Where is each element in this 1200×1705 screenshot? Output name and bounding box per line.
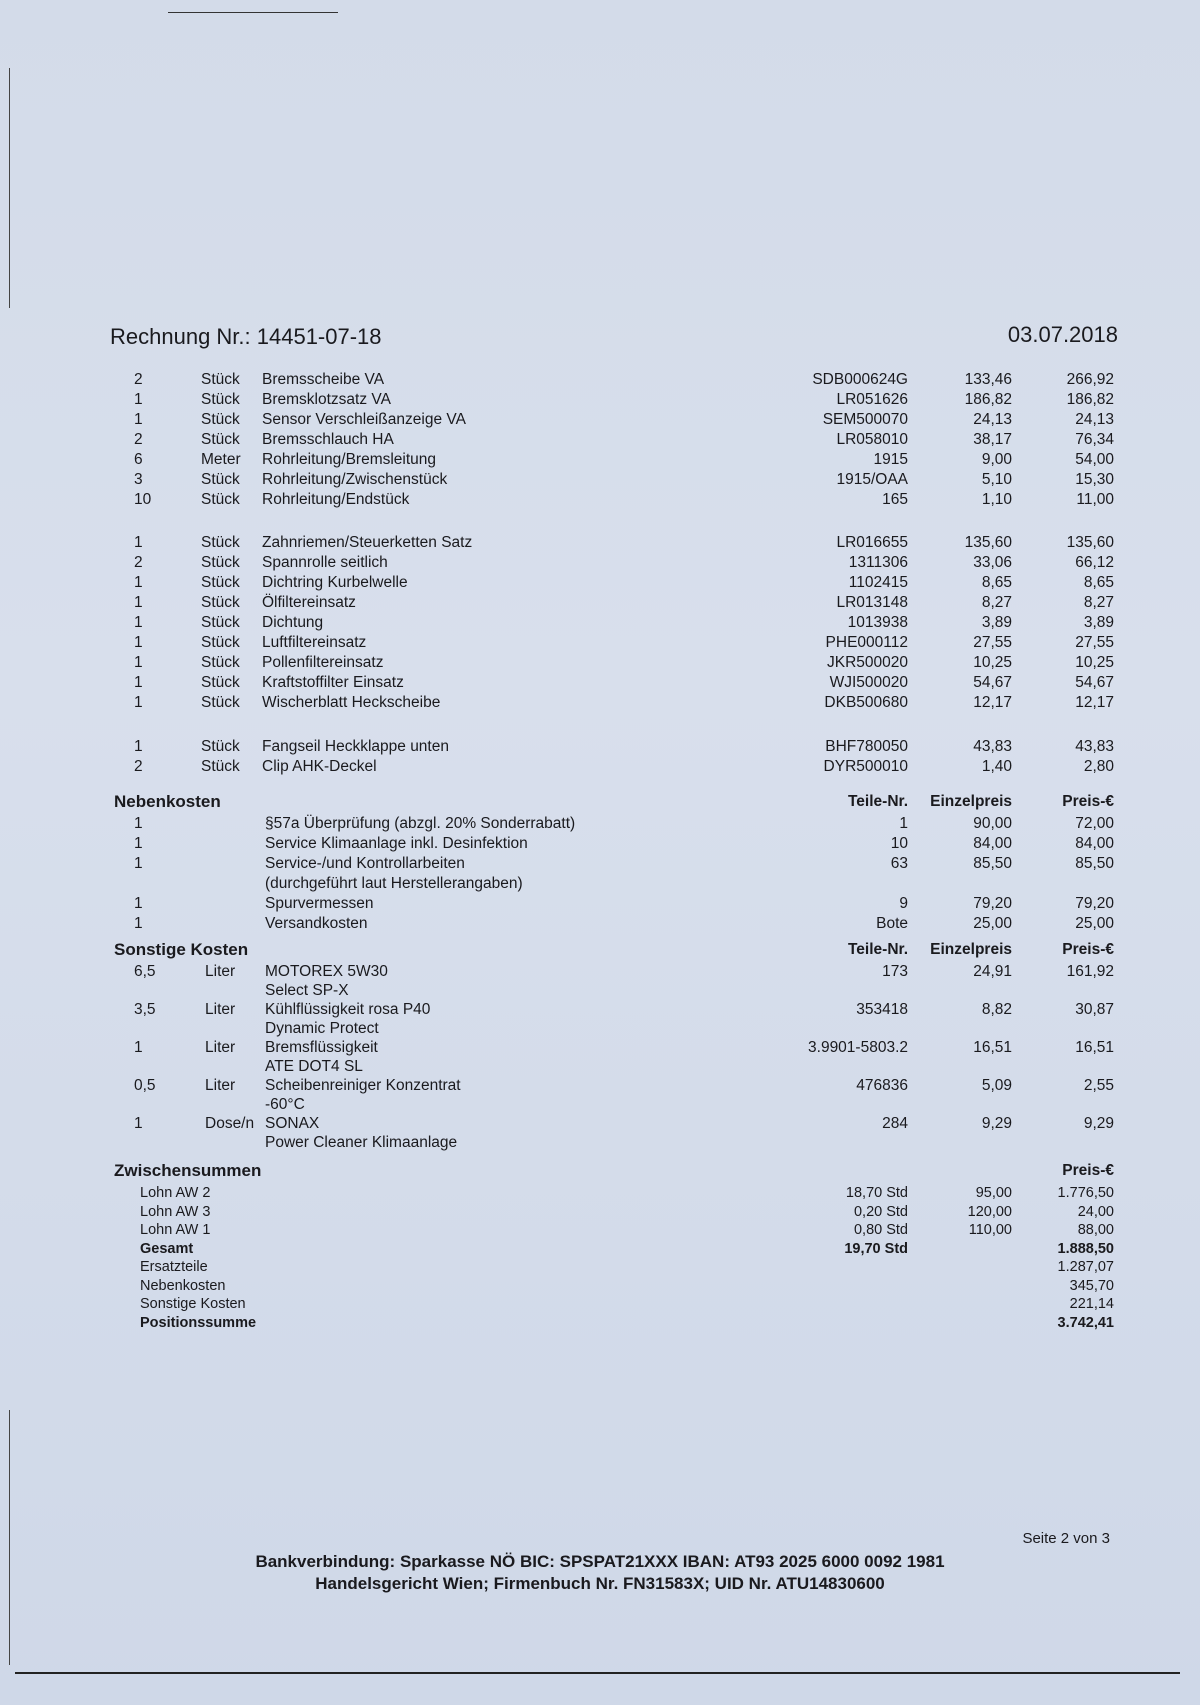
quantity: 1 <box>134 674 143 691</box>
table-row <box>0 573 1200 593</box>
description: §57a Überprüfung (abzgl. 20% Sonderrabatt) <box>265 815 576 832</box>
part-number: 1915 <box>873 451 908 468</box>
column-header-price: Preis-€ <box>1062 941 1114 958</box>
table-row <box>0 410 1200 430</box>
part-number: 284 <box>882 1115 908 1132</box>
table-row <box>0 633 1200 653</box>
price: 9,29 <box>1083 1115 1114 1132</box>
table-row <box>0 673 1200 693</box>
description: -60°C <box>265 1096 305 1113</box>
part-number: SDB000624G <box>812 371 908 388</box>
price: 84,00 <box>1075 835 1114 852</box>
part-number: LR051626 <box>836 391 908 408</box>
unit-price: 90,00 <box>973 815 1012 832</box>
table-row <box>0 593 1200 613</box>
part-number: 1915/OAA <box>836 471 908 488</box>
price: 16,51 <box>1075 1039 1114 1056</box>
unit: Stück <box>201 371 240 388</box>
quantity: 1 <box>134 694 143 711</box>
part-number: LR016655 <box>836 534 908 551</box>
sonstige-kosten-section <box>0 940 1200 1152</box>
table-row <box>0 757 1200 777</box>
quantity: 0,5 <box>134 1077 156 1094</box>
description: Bremsscheibe VA <box>262 371 385 388</box>
unit-price: 27,55 <box>973 634 1012 651</box>
table-row <box>0 814 1200 834</box>
unit-price: 1,40 <box>981 758 1012 775</box>
table-row <box>0 693 1200 713</box>
part-number: JKR500020 <box>826 654 908 671</box>
parts-group <box>0 370 1200 510</box>
summary-label: Positionssumme <box>140 1314 257 1331</box>
quantity: 1 <box>134 411 143 428</box>
unit: Liter <box>205 1001 236 1018</box>
price: 72,00 <box>1075 815 1114 832</box>
unit-price: 135,60 <box>964 534 1012 551</box>
unit-price: 38,17 <box>973 431 1012 448</box>
part-number: WJI500020 <box>829 674 908 691</box>
description: Spannrolle seitlich <box>262 554 388 571</box>
price: 11,00 <box>1076 491 1114 508</box>
description: Kühlflüssigkeit rosa P40 <box>265 1001 431 1018</box>
unit-price: 8,82 <box>981 1001 1012 1018</box>
summary-label: Lohn AW 2 <box>140 1185 211 1201</box>
nebenkosten-section <box>0 792 1200 934</box>
part-number: LR013148 <box>836 594 908 611</box>
table-row <box>0 1038 1200 1057</box>
unit-price: 43,83 <box>973 738 1012 755</box>
price: 54,67 <box>1075 674 1114 691</box>
price: 161,92 <box>1066 963 1114 980</box>
summary-row <box>0 1239 1200 1258</box>
quantity: 6 <box>134 451 143 468</box>
amount: 221,14 <box>1069 1296 1114 1312</box>
table-row <box>0 533 1200 553</box>
description: Dynamic Protect <box>265 1020 379 1037</box>
description: Bremsklotzsatz VA <box>262 391 391 408</box>
unit: Liter <box>205 1039 236 1056</box>
invoice-date: 03.07.2018 <box>1007 322 1118 347</box>
unit: Liter <box>205 1077 236 1094</box>
price: 12,17 <box>1075 694 1114 711</box>
amount: 3.742,41 <box>1057 1314 1114 1331</box>
unit: Stück <box>201 431 240 448</box>
unit: Stück <box>201 594 240 611</box>
table-row <box>0 1114 1200 1133</box>
unit-price: 16,51 <box>973 1039 1012 1056</box>
unit-price: 8,65 <box>981 574 1012 591</box>
quantity: 1 <box>134 855 143 872</box>
divider <box>9 1410 10 1665</box>
part-number: LR058010 <box>836 431 908 448</box>
price: 8,27 <box>1083 594 1114 611</box>
unit-price: 24,13 <box>973 411 1012 428</box>
bank-details: Bankverbindung: Sparkasse NÖ BIC: SPSPAT21XXX IBAN: AT93 2025 6000 0092 1981 <box>255 1552 945 1571</box>
column-header-part-number: Teile-Nr. <box>847 941 908 958</box>
quantity: 1 <box>134 738 143 755</box>
part-number: Bote <box>876 915 908 932</box>
unit-price: 5,10 <box>981 471 1012 488</box>
column-header-part-number: Teile-Nr. <box>847 793 908 810</box>
description: Bremsschlauch HA <box>262 431 394 448</box>
part-number: 1013938 <box>847 614 908 631</box>
unit: Liter <box>205 963 236 980</box>
divider <box>15 1672 1180 1674</box>
summary-row <box>0 1294 1200 1313</box>
description: Dichtung <box>262 614 324 631</box>
table-row <box>0 981 1200 1000</box>
unit-price: 79,20 <box>973 895 1012 912</box>
table-row <box>0 390 1200 410</box>
unit: Stück <box>201 411 240 428</box>
table-row <box>0 1095 1200 1114</box>
price: 66,12 <box>1075 554 1114 571</box>
table-row <box>0 1133 1200 1152</box>
rate: 120,00 <box>967 1203 1012 1220</box>
amount: 1.888,50 <box>1057 1240 1114 1257</box>
table-row <box>0 962 1200 981</box>
quantity: 1 <box>134 895 143 912</box>
description: Wischerblatt Heckscheibe <box>262 694 441 711</box>
quantity: 1 <box>134 614 143 631</box>
column-header-price: Preis-€ <box>1062 793 1114 810</box>
table-row <box>0 737 1200 757</box>
description: Rohrleitung/Endstück <box>262 491 410 508</box>
quantity: 1 <box>134 1115 143 1132</box>
rate: 95,00 <box>975 1185 1012 1201</box>
description: Ölfiltereinsatz <box>262 594 356 611</box>
unit-price: 24,91 <box>973 963 1012 980</box>
table-row <box>0 653 1200 673</box>
table-row <box>0 1076 1200 1095</box>
price: 25,00 <box>1075 915 1114 932</box>
hours: 0,20 Std <box>853 1203 908 1220</box>
unit: Meter <box>201 451 241 468</box>
unit-price: 3,89 <box>981 614 1012 631</box>
unit: Stück <box>201 694 240 711</box>
table-row <box>0 1019 1200 1038</box>
hours: 18,70 Std <box>845 1185 908 1201</box>
unit: Stück <box>201 471 240 488</box>
description: Rohrleitung/Bremsleitung <box>262 451 437 468</box>
price: 43,83 <box>1075 738 1114 755</box>
part-number: 476836 <box>856 1077 908 1094</box>
page-number: Seite 2 von 3 <box>1022 1530 1110 1547</box>
price: 76,34 <box>1075 431 1114 448</box>
part-number: PHE000112 <box>825 634 908 651</box>
description: Zahnriemen/Steuerketten Satz <box>262 534 473 551</box>
section-header <box>0 1161 1200 1183</box>
price: 10,25 <box>1075 654 1114 671</box>
table-row <box>0 490 1200 510</box>
quantity: 2 <box>134 431 143 448</box>
summary-label: Ersatzteile <box>140 1259 208 1275</box>
price: 2,80 <box>1083 758 1114 775</box>
unit-price: 1,10 <box>981 491 1012 508</box>
table-row <box>0 450 1200 470</box>
summary-label: Lohn AW 3 <box>140 1203 211 1220</box>
part-number: 9 <box>899 895 908 912</box>
summary-row <box>0 1276 1200 1295</box>
description: MOTOREX 5W30 <box>265 963 388 980</box>
unit-price: 186,82 <box>964 391 1012 408</box>
description: Luftfiltereinsatz <box>262 634 367 651</box>
part-number: SEM500070 <box>822 411 908 428</box>
unit: Stück <box>201 491 240 508</box>
table-row <box>0 914 1200 934</box>
description: Scheibenreiniger Konzentrat <box>265 1077 461 1094</box>
description: Clip AHK-Deckel <box>262 758 377 775</box>
unit: Stück <box>201 758 240 775</box>
price: 8,65 <box>1083 574 1114 591</box>
description: Rohrleitung/Zwischenstück <box>262 471 448 488</box>
unit-price: 5,09 <box>981 1077 1012 1094</box>
parts-group <box>0 533 1200 713</box>
unit-price: 25,00 <box>973 915 1012 932</box>
company-register: Handelsgericht Wien; Firmenbuch Nr. FN31583X; UID Nr. ATU14830600 <box>315 1574 885 1593</box>
price: 266,92 <box>1066 371 1114 388</box>
unit-price: 10,25 <box>973 654 1012 671</box>
description: Dichtring Kurbelwelle <box>262 574 408 591</box>
amount: 345,70 <box>1069 1277 1114 1294</box>
unit-price: 85,50 <box>973 855 1012 872</box>
unit: Stück <box>201 554 240 571</box>
unit-price: 8,27 <box>981 594 1012 611</box>
unit: Stück <box>201 534 240 551</box>
quantity: 1 <box>134 634 143 651</box>
description: SONAX <box>265 1115 320 1132</box>
description: Select SP-X <box>265 982 349 999</box>
description: Bremsflüssigkeit <box>265 1039 378 1056</box>
amount: 1.287,07 <box>1057 1259 1114 1275</box>
quantity: 1 <box>134 654 143 671</box>
price: 2,55 <box>1083 1077 1114 1094</box>
summary-row <box>0 1257 1200 1276</box>
table-row <box>0 874 1200 894</box>
quantity: 6,5 <box>134 963 156 980</box>
summary-row <box>0 1313 1200 1332</box>
divider <box>9 68 10 308</box>
price: 30,87 <box>1075 1001 1114 1018</box>
hours: 0,80 Std <box>853 1222 908 1238</box>
part-number: 353418 <box>856 1001 908 1018</box>
description: Service Klimaanlage inkl. Desinfektion <box>265 835 528 852</box>
amount: 88,00 <box>1077 1222 1114 1238</box>
zwischensummen-section <box>0 1161 1200 1331</box>
part-number: 1 <box>899 815 908 832</box>
parts-group <box>0 737 1200 777</box>
price: 24,13 <box>1075 411 1114 428</box>
summary-label: Gesamt <box>140 1240 194 1257</box>
description: Fangseil Heckklappe unten <box>262 738 449 755</box>
table-row <box>0 613 1200 633</box>
table-row <box>0 854 1200 874</box>
section-title: Sonstige Kosten <box>114 940 249 959</box>
unit: Stück <box>201 614 240 631</box>
unit-price: 54,67 <box>973 674 1012 691</box>
quantity: 1 <box>134 815 143 832</box>
column-header-price: Preis-€ <box>1062 1162 1114 1179</box>
unit: Stück <box>201 634 240 651</box>
table-row <box>0 1000 1200 1019</box>
part-number: DYR500010 <box>823 758 908 775</box>
rate: 110,00 <box>968 1222 1012 1238</box>
part-number: 1311306 <box>848 554 908 571</box>
unit: Stück <box>201 674 240 691</box>
description: Kraftstoffilter Einsatz <box>262 674 404 691</box>
price: 27,55 <box>1075 634 1114 651</box>
unit-price: 12,17 <box>973 694 1012 711</box>
part-number: DKB500680 <box>824 694 908 711</box>
quantity: 1 <box>134 391 143 408</box>
table-row <box>0 834 1200 854</box>
unit-price: 33,06 <box>973 554 1012 571</box>
table-row <box>0 430 1200 450</box>
table-row <box>0 894 1200 914</box>
section-header <box>0 792 1200 814</box>
quantity: 1 <box>134 594 143 611</box>
unit: Stück <box>201 654 240 671</box>
part-number: 10 <box>890 835 908 852</box>
quantity: 3,5 <box>134 1001 156 1018</box>
quantity: 2 <box>134 554 143 571</box>
part-number: 63 <box>890 855 908 872</box>
column-header-unit-price: Einzelpreis <box>930 941 1012 958</box>
summary-label: Lohn AW 1 <box>140 1222 211 1238</box>
price: 54,00 <box>1075 451 1114 468</box>
unit-price: 84,00 <box>973 835 1012 852</box>
part-number: 3.9901-5803.2 <box>808 1039 908 1056</box>
part-number: BHF780050 <box>825 738 908 755</box>
unit: Stück <box>201 391 240 408</box>
unit: Stück <box>201 738 240 755</box>
column-header-unit-price: Einzelpreis <box>930 793 1012 810</box>
table-row <box>0 470 1200 490</box>
quantity: 2 <box>134 758 143 775</box>
description: (durchgeführt laut Herstellerangaben) <box>265 875 523 892</box>
quantity: 10 <box>134 491 152 508</box>
section-title: Nebenkosten <box>114 792 221 811</box>
invoice-title: Rechnung Nr.: 14451-07-18 <box>110 324 382 349</box>
summary-row <box>0 1220 1200 1239</box>
price: 135,60 <box>1066 534 1114 551</box>
description: Sensor Verschleißanzeige VA <box>262 411 466 428</box>
quantity: 3 <box>134 471 143 488</box>
hours: 19,70 Std <box>844 1240 908 1257</box>
price: 186,82 <box>1066 391 1114 408</box>
part-number: 165 <box>882 491 908 508</box>
table-row <box>0 1057 1200 1076</box>
description: ATE DOT4 SL <box>265 1058 363 1075</box>
unit-price: 9,29 <box>981 1115 1012 1132</box>
section-header <box>0 940 1200 962</box>
table-row <box>0 370 1200 390</box>
summary-row <box>0 1202 1200 1221</box>
quantity: 1 <box>134 835 143 852</box>
price: 79,20 <box>1075 895 1114 912</box>
description: Spurvermessen <box>265 895 374 912</box>
section-title: Zwischensummen <box>114 1161 262 1180</box>
quantity: 1 <box>134 915 143 932</box>
unit-price: 9,00 <box>981 451 1012 468</box>
amount: 1.776,50 <box>1057 1185 1114 1201</box>
summary-label: Nebenkosten <box>140 1277 226 1294</box>
price: 3,89 <box>1083 614 1114 631</box>
quantity: 1 <box>134 534 143 551</box>
quantity: 2 <box>134 371 143 388</box>
quantity: 1 <box>134 574 143 591</box>
summary-label: Sonstige Kosten <box>140 1296 246 1312</box>
description: Power Cleaner Klimaanlage <box>265 1134 458 1151</box>
description: Service-/und Kontrollarbeiten <box>265 855 465 872</box>
divider <box>168 12 338 13</box>
table-row <box>0 553 1200 573</box>
unit: Stück <box>201 574 240 591</box>
quantity: 1 <box>134 1039 143 1056</box>
part-number: 1102415 <box>848 574 908 591</box>
description: Pollenfiltereinsatz <box>262 654 384 671</box>
unit: Dose/n <box>205 1115 255 1132</box>
price: 85,50 <box>1075 855 1114 872</box>
amount: 24,00 <box>1077 1203 1114 1220</box>
summary-row <box>0 1183 1200 1202</box>
part-number: 173 <box>882 963 908 980</box>
price: 15,30 <box>1075 471 1114 488</box>
unit-price: 133,46 <box>964 371 1012 388</box>
description: Versandkosten <box>265 915 368 932</box>
